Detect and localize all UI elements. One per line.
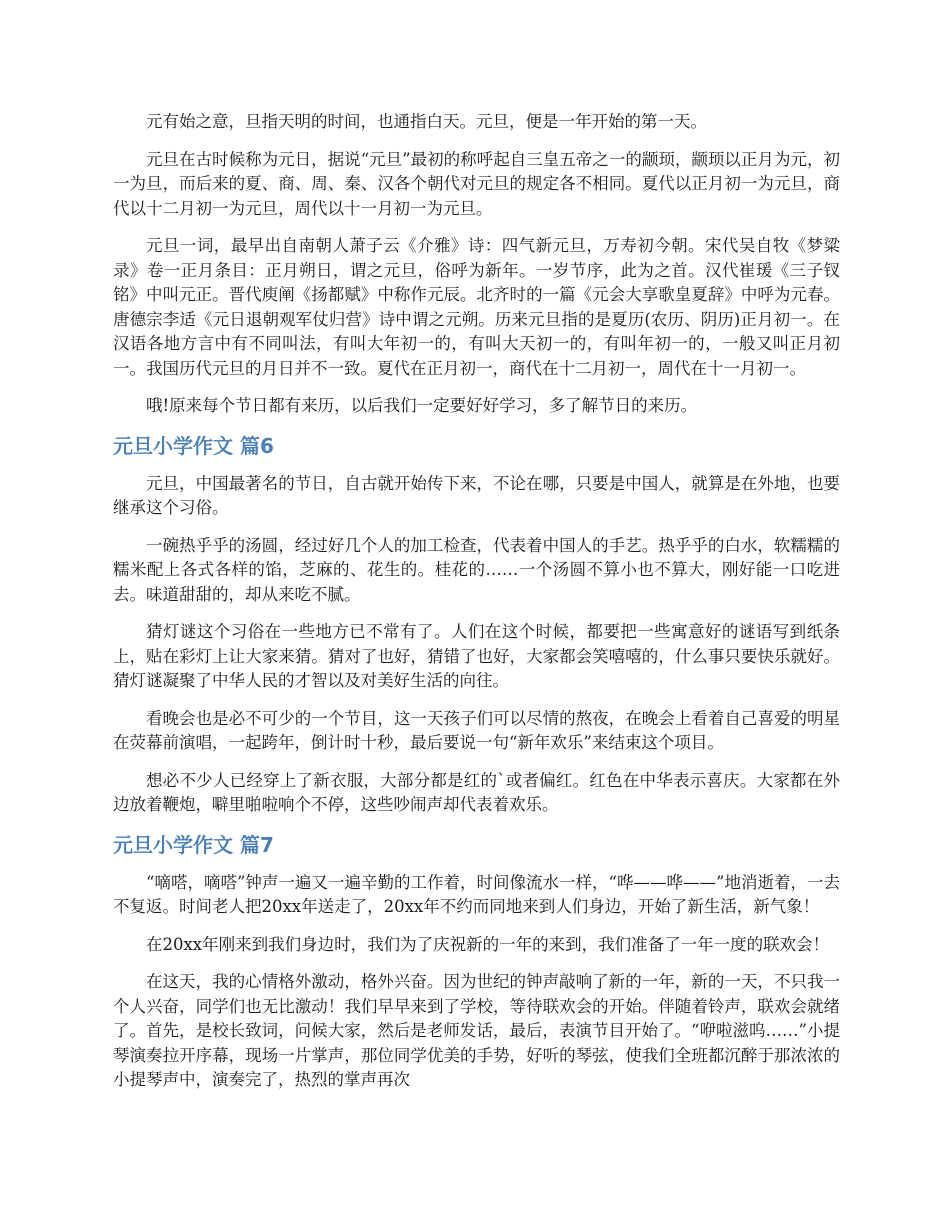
paragraph: 看晚会也是必不可少的一个节目，这一天孩子们可以尽情的熬夜，在晚会上看着自己喜爱的明星在荧幕前演唱，一起跨年，倒计时十秒，最后要说一句“新年欢乐”来结束这个项目。 (113, 708, 840, 752)
paragraph: 元旦一词，最早出自南朝人萧子云《介雅》诗：四气新元旦，万寿初今朝。宋代吴自牧《梦粱录》卷一正月条目：正月朔日，谓之元旦，俗呼为新年。一岁节序，此为之首。汉代崔瑗《三子钗铭》中叫元正。晋代庾阐《扬都赋》中称作元辰。北齐时的一篇《元会大享歌皇夏辞》中呼为元春。唐德宗李适《元日退朝观军仗归营》诗中谓之元朔。历来元旦指的是夏历(农历、阴历)正月初一。在汉语各地方言中有不同叫法，有叫大年初一的，有叫大天初一的，有叫年初一的，一般又叫正月初一。我国历代元旦的月日并不一致。夏代在正月初一，商代在十二月初一，周代在十一月初一。 (113, 236, 840, 378)
paragraph: 元有始之意，旦指天明的时间，也通指白天。元旦，便是一年开始的第一天。 (146, 112, 707, 131)
paragraph: 一碗热乎乎的汤圆，经过好几个人的加工检查，代表着中国人的手艺。热乎乎的白水，软糯糯的糯米配上各式各样的馅，芝麻的、花生的。桂花的……一个汤圆不算小也不算大，刚好能一口吃进去。味道甜甜的，却从来吃不腻。 (113, 535, 840, 604)
document-page (113, 110, 840, 1106)
paragraph: 在20xx年刚来到我们身边时，我们为了庆祝新的一年的来到，我们准备了一年一度的联欢会！ (146, 934, 830, 954)
paragraph: 元旦在古时候称为元日，据说“元旦”最初的称呼起自三皇五帝之一的颛顼，颛顼以正月为元，初一为旦，而后来的夏、商、周、秦、汉各个朝代对元旦的规定各不相同。夏代以正月初一为元旦，商代以十二月初一为元旦，周代以十一月初一为元旦。 (113, 149, 840, 218)
section-heading-6: 元旦小学作文 篇6 (113, 433, 274, 458)
section-heading-7: 元旦小学作文 篇7 (113, 832, 274, 857)
paragraph: 在这天，我的心情格外激动，格外兴奋。因为世纪的钟声敲响了新的一年，新的一天，不只我一个人兴奋，同学们也无比激动！我们早早来到了学校，等待联欢会的开始。伴随着铃声，联欢会就绪了。首先，是校长致词，问候大家，然后是老师发话，最后，表演节目开始了。“咿啦滋呜……”小提琴演奏拉开序幕，现场一片掌声，那位同学优美的手势，好听的琴弦，使我们全班都沉醉于那浓浓的小提琴声中，演奏完了，热烈的掌声再次 (113, 972, 840, 1089)
paragraph: 想必不少人已经穿上了新衣服，大部分都是红的`或者偏红。红色在中华表示喜庆。大家都在外边放着鞭炮，噼里啪啦响个不停，这些吵闹声却代表着欢乐。 (113, 770, 840, 814)
paragraph: 哦!原来每个节日都有来历，以后我们一定要好好学习，多了解节日的来历。 (146, 396, 698, 415)
paragraph: “嘀嗒，嘀嗒”钟声一遍又一遍辛勤的工作着，时间像流水一样，“哗——哗——”地消逝着，一去不复返。时间老人把20xx年送走了，20xx年不约而同地来到人们身边，开始了新生活，新气象！ (113, 872, 840, 916)
paragraph: 元旦，中国最著名的节日，自古就开始传下来，不论在哪，只要是中国人，就算是在外地，也要继承这个习俗。 (113, 473, 840, 517)
paragraph: 猜灯谜这个习俗在一些地方已不常有了。人们在这个时候，都要把一些寓意好的谜语写到纸条上，贴在彩灯上让大家来猜。猜对了也好，猜错了也好，大家都会笑嘻嘻的，什么事只要快乐就好。猜灯谜凝聚了中华人民的才智以及对美好生活的向往。 (113, 622, 840, 690)
